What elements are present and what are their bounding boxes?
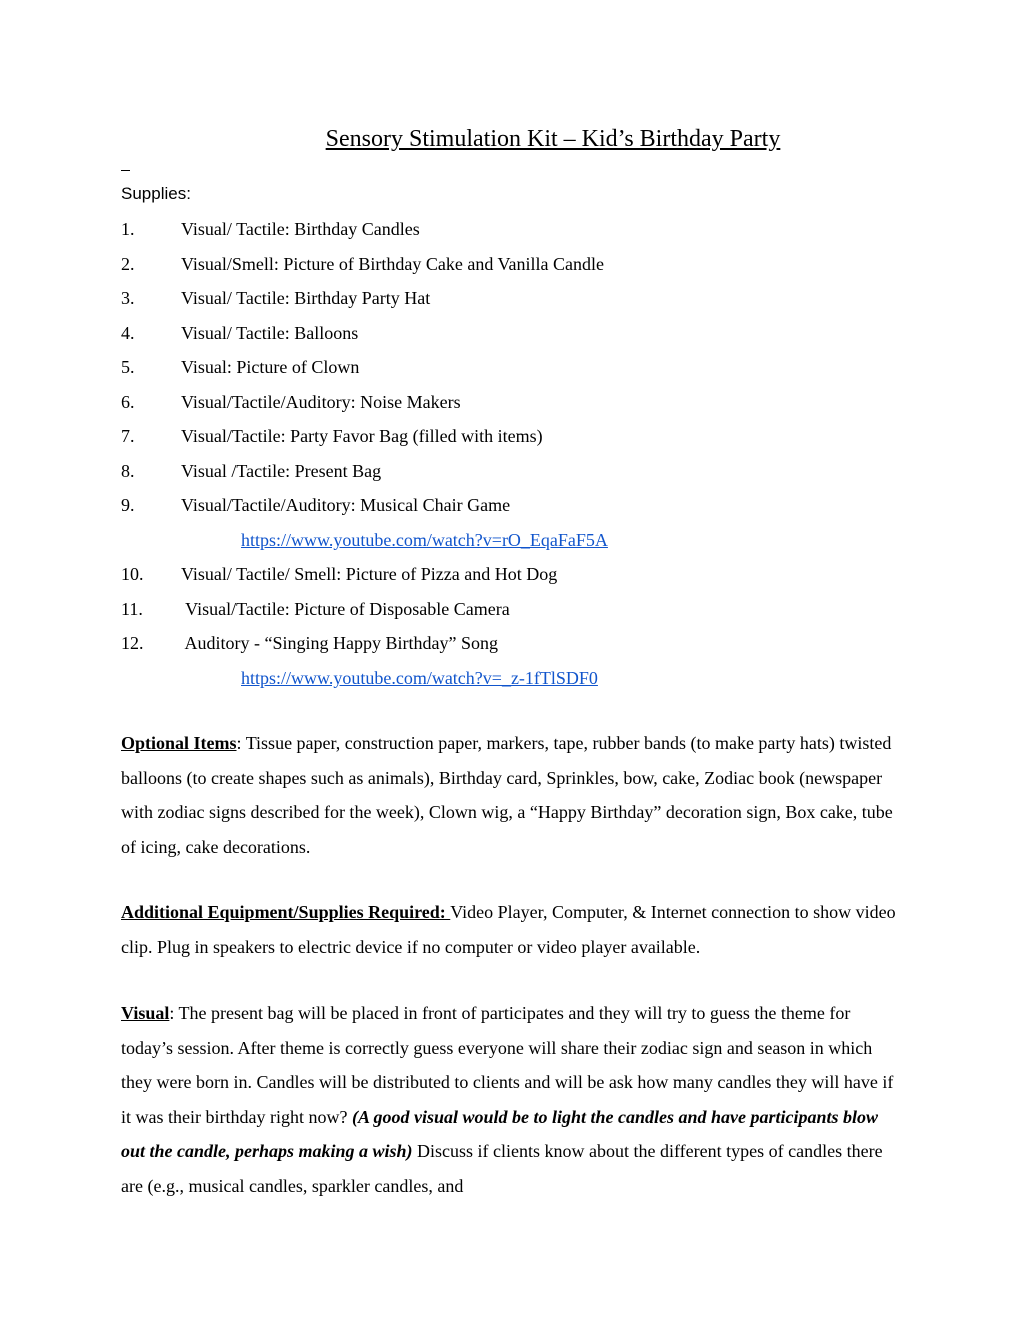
additional-equipment-paragraph	[121, 895, 903, 964]
list-item-number: 7.	[121, 426, 135, 446]
optional-items-paragraph	[121, 726, 903, 864]
list-item-text: Visual/Tactile: Party Favor Bag (filled with items)	[181, 426, 543, 446]
list-item	[121, 219, 420, 240]
list-item-number: 10.	[121, 564, 144, 584]
list-item-text: Visual: Picture of Clown	[181, 357, 360, 377]
list-item-text: Visual/Tactile: Picture of Disposable Camera	[181, 599, 510, 619]
additional-equipment-label: Additional Equipment/Supplies Required:	[121, 902, 451, 922]
list-item	[121, 564, 557, 585]
list-item-text: Visual/Tactile/Auditory: Noise Makers	[181, 392, 461, 412]
visual-text-2: Discuss if clients know about the different types of candles there are (e.g., musical candles, sparkler candles, and	[121, 1141, 883, 1196]
list-item-number: 9.	[121, 495, 135, 515]
list-item-text: Visual/ Tactile: Birthday Party Hat	[181, 288, 431, 308]
additional-equipment-text: Video Player, Computer, & Internet connection to show video clip. Plug in speakers to electric device if no computer or video player available.	[121, 902, 896, 957]
visual-italic-note: (A good visual would be to light the candles and have participants blow out the candle, perhaps making a wish)	[121, 1106, 879, 1161]
list-item	[121, 392, 461, 413]
page-title: Sensory Stimulation Kit – Kid’s Birthday Party	[325, 126, 781, 152]
list-item	[121, 495, 510, 516]
list-item-text: Visual/Tactile/Auditory: Musical Chair Game	[181, 495, 511, 515]
list-item-number: 2.	[121, 254, 135, 274]
list-item-number: 8.	[121, 461, 135, 481]
stray-mark	[121, 170, 130, 171]
list-item-text: Visual /Tactile: Present Bag	[181, 461, 382, 481]
list-item-number: 11.	[121, 599, 143, 619]
supplies-label: Supplies:	[121, 184, 191, 203]
list-item-number: 5.	[121, 357, 135, 377]
visual-paragraph	[121, 996, 903, 1203]
list-item-text: Visual/Smell: Picture of Birthday Cake and Vanilla Candle	[181, 254, 605, 274]
list-item-text: Auditory - “Singing Happy Birthday” Song	[181, 633, 498, 653]
happy-birthday-link[interactable]: https://www.youtube.com/watch?v=_z-1fTlSDF0	[241, 668, 598, 688]
list-item	[121, 633, 498, 654]
list-item-number: 4.	[121, 323, 135, 343]
list-item-number: 12.	[121, 633, 144, 653]
list-item-text: Visual/ Tactile/ Smell: Picture of Pizza and Hot Dog	[181, 564, 558, 584]
list-item-number: 6.	[121, 392, 135, 412]
musical-chair-link[interactable]: https://www.youtube.com/watch?v=rO_EqaFaF5A	[241, 530, 608, 550]
list-item	[121, 357, 359, 378]
list-item	[121, 461, 381, 482]
list-item-text: Visual/ Tactile: Balloons	[181, 323, 359, 343]
visual-text-1: : The present bag will be placed in front of participates and they will try to guess the theme for today’s session. After theme is correctly guess everyone will share their zodiac sign and season in which they were born in. Candles will be distributed to clients and will be ask how many candles they will have if it was their birthday right now?	[121, 1003, 894, 1127]
optional-items-label: Optional Items	[121, 733, 237, 753]
visual-label: Visual	[121, 1003, 170, 1023]
list-item	[121, 426, 543, 447]
optional-items-text: : Tissue paper, construction paper, markers, tape, rubber bands (to make party hats) twisted balloons (to create shapes such as animals), Birthday card, Sprinkles, bow, cake, Zodiac book (newspaper with zodiac signs described for the week), Clown wig, a “Happy Birthday” decoration sign, Box cake, tube of icing, cake decorations.	[121, 733, 893, 857]
list-item-number: 1.	[121, 219, 135, 239]
list-item-number: 3.	[121, 288, 135, 308]
list-item-text: Visual/ Tactile: Birthday Candles	[181, 219, 420, 239]
list-item	[121, 288, 430, 309]
list-item	[121, 599, 510, 620]
list-item	[121, 323, 358, 344]
list-item	[121, 254, 604, 275]
